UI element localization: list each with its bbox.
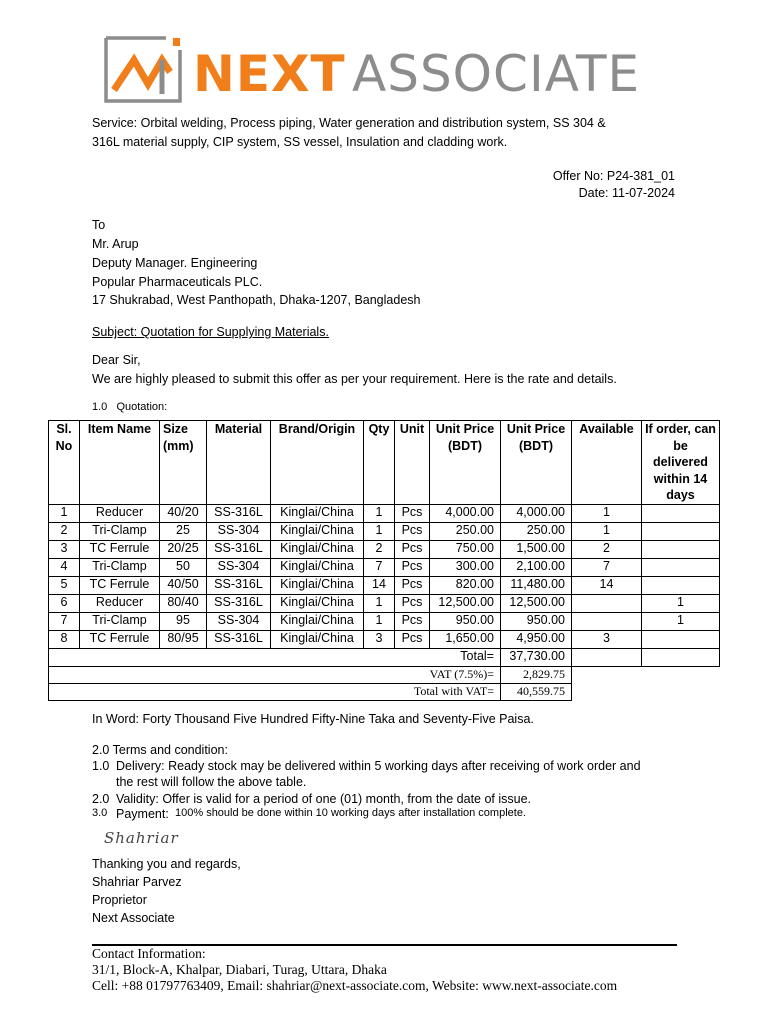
cell-size: 25 — [160, 522, 207, 540]
cell-unit: Pcs — [395, 558, 430, 576]
term-2-text: Validity: Offer is valid for a period of one (01) month, from the date of issue. — [116, 792, 532, 806]
recipient-company: Popular Pharmaceuticals PLC. — [92, 275, 263, 289]
cell-available — [572, 594, 642, 612]
cell-qty: 3 — [364, 630, 395, 648]
service-line-2: 316L material supply, CIP system, SS vessel, Insulation and cladding work. — [92, 135, 508, 149]
cell-material: SS-304 — [207, 558, 271, 576]
logo-word-next: NEXT — [193, 45, 346, 103]
footer-contact: Cell: +88 01797763409, Email: shahriar@next-associate.com, Website: www.next-associate.com — [92, 978, 618, 993]
logo-mark-icon — [104, 36, 182, 103]
cell-sl: 4 — [49, 558, 80, 576]
vat-label: VAT (7.5%)= — [49, 666, 501, 684]
table-header-row — [49, 421, 720, 505]
cell-item: Reducer — [80, 594, 160, 612]
total-value: 37,730.00 — [501, 648, 572, 666]
total-empty-1 — [572, 648, 642, 666]
handwritten-signature: Shahriar — [104, 829, 179, 847]
term-3-text: 100% should be done within 10 working days after installation complete. — [175, 807, 526, 819]
cell-unit: Pcs — [395, 612, 430, 630]
cell-unit: Pcs — [395, 576, 430, 594]
cell-amount: 4,950.00 — [501, 630, 572, 648]
header-material: Material — [207, 421, 271, 505]
closing-regards: Thanking you and regards, — [92, 857, 241, 871]
cell-unit: Pcs — [395, 594, 430, 612]
cell-material: SS-316L — [207, 540, 271, 558]
cell-material: SS-304 — [207, 522, 271, 540]
recipient-name: Mr. Arup — [92, 237, 139, 251]
cell-order — [642, 576, 720, 594]
cell-sl: 5 — [49, 576, 80, 594]
cell-qty: 2 — [364, 540, 395, 558]
cell-item: TC Ferrule — [80, 630, 160, 648]
cell-amount: 4,000.00 — [501, 504, 572, 522]
grand-empty — [572, 684, 720, 701]
signatory-role: Proprietor — [92, 893, 147, 907]
cell-size: 80/95 — [160, 630, 207, 648]
cell-order: 1 — [642, 594, 720, 612]
cell-amount: 2,100.00 — [501, 558, 572, 576]
cell-amount: 250.00 — [501, 522, 572, 540]
cell-unit: Pcs — [395, 504, 430, 522]
recipient-title: Deputy Manager. Engineering — [92, 256, 258, 270]
cell-unit: Pcs — [395, 540, 430, 558]
total-row — [49, 648, 720, 666]
cell-unit-price: 1,650.00 — [430, 630, 501, 648]
cell-brand: Kinglai/China — [271, 522, 364, 540]
cell-sl: 1 — [49, 504, 80, 522]
total-label: Total= — [49, 648, 501, 666]
section-quotation-heading: 1.0 Quotation: — [92, 401, 168, 413]
vat-row — [49, 666, 720, 684]
header-available: Available — [572, 421, 642, 505]
cell-order — [642, 630, 720, 648]
total-empty-2 — [642, 648, 720, 666]
cell-amount: 1,500.00 — [501, 540, 572, 558]
term-1-line-1: Delivery: Ready stock may be delivered within 5 working days after receiving of work order and — [116, 759, 641, 773]
term-3-number: 3.0 — [92, 807, 108, 819]
cell-sl: 7 — [49, 612, 80, 630]
offer-date: Date: 11-07-2024 — [578, 186, 675, 200]
footer-title: Contact Information: — [92, 946, 206, 961]
cell-size: 40/50 — [160, 576, 207, 594]
cell-item: Tri-Clamp — [80, 612, 160, 630]
cell-order — [642, 540, 720, 558]
cell-material: SS-316L — [207, 576, 271, 594]
cell-item: Tri-Clamp — [80, 558, 160, 576]
cell-amount: 950.00 — [501, 612, 572, 630]
header-unit: Unit — [395, 421, 430, 505]
cell-item: TC Ferrule — [80, 540, 160, 558]
cell-available: 14 — [572, 576, 642, 594]
logo-word-associate: ASSOCIATE — [352, 45, 641, 103]
table-row — [49, 558, 720, 576]
quotation-table — [48, 420, 720, 701]
signatory-company: Next Associate — [92, 911, 175, 925]
table-row — [49, 594, 720, 612]
cell-qty: 7 — [364, 558, 395, 576]
cell-item: Tri-Clamp — [80, 522, 160, 540]
cell-brand: Kinglai/China — [271, 612, 364, 630]
cell-available: 1 — [572, 522, 642, 540]
cell-item: Reducer — [80, 504, 160, 522]
cell-available: 7 — [572, 558, 642, 576]
cell-qty: 1 — [364, 594, 395, 612]
table-row — [49, 504, 720, 522]
cell-brand: Kinglai/China — [271, 576, 364, 594]
salutation: Dear Sir, — [92, 353, 141, 367]
cell-available: 3 — [572, 630, 642, 648]
header-sl-no: Sl. No — [49, 421, 80, 505]
cell-size: 40/20 — [160, 504, 207, 522]
recipient-address: 17 Shukrabad, West Panthopath, Dhaka-1207, Bangladesh — [92, 293, 421, 307]
grand-total-value: 40,559.75 — [501, 684, 572, 701]
header-deliver-14-days: If order, can be delivered within 14 days — [642, 421, 720, 505]
cell-unit-price: 250.00 — [430, 522, 501, 540]
table-row — [49, 540, 720, 558]
header-qty: Qty — [364, 421, 395, 505]
signatory-name: Shahriar Parvez — [92, 875, 182, 889]
cell-unit: Pcs — [395, 630, 430, 648]
intro-text: We are highly pleased to submit this offer as per your requirement. Here is the rate and details. — [92, 372, 617, 386]
cell-available — [572, 612, 642, 630]
cell-order — [642, 522, 720, 540]
cell-unit: Pcs — [395, 522, 430, 540]
term-1-number: 1.0 — [92, 759, 110, 773]
cell-qty: 14 — [364, 576, 395, 594]
cell-sl: 2 — [49, 522, 80, 540]
cell-available: 2 — [572, 540, 642, 558]
terms-heading: 2.0 Terms and condition: — [92, 743, 228, 757]
header-item-name: Item Name — [80, 421, 160, 505]
cell-material: SS-304 — [207, 612, 271, 630]
cell-order — [642, 558, 720, 576]
cell-amount: 12,500.00 — [501, 594, 572, 612]
cell-amount: 11,480.00 — [501, 576, 572, 594]
cell-unit-price: 820.00 — [430, 576, 501, 594]
cell-brand: Kinglai/China — [271, 594, 364, 612]
cell-material: SS-316L — [207, 630, 271, 648]
vat-value: 2,829.75 — [501, 666, 572, 684]
grand-total-label: Total with VAT= — [49, 684, 501, 701]
cell-size: 50 — [160, 558, 207, 576]
term-2-number: 2.0 — [92, 792, 110, 806]
cell-brand: Kinglai/China — [271, 630, 364, 648]
term-3-label: Payment: — [116, 807, 169, 821]
vat-empty — [572, 666, 720, 684]
cell-unit-price: 12,500.00 — [430, 594, 501, 612]
amount-in-words: In Word: Forty Thousand Five Hundred Fifty-Nine Taka and Seventy-Five Paisa. — [92, 712, 534, 726]
offer-number: Offer No: P24-381_01 — [552, 169, 675, 183]
header-size: Size (mm) — [160, 421, 207, 505]
header-brand-origin: Brand/Origin — [271, 421, 364, 505]
cell-size: 95 — [160, 612, 207, 630]
cell-unit-price: 750.00 — [430, 540, 501, 558]
cell-size: 80/40 — [160, 594, 207, 612]
to-label: To — [92, 218, 106, 232]
cell-sl: 6 — [49, 594, 80, 612]
cell-item: TC Ferrule — [80, 576, 160, 594]
subject-line: Subject: Quotation for Supplying Materials. — [92, 325, 329, 339]
cell-order: 1 — [642, 612, 720, 630]
service-line-1: Service: Orbital welding, Process piping, Water generation and distribution system, SS 304 & — [92, 116, 606, 130]
cell-qty: 1 — [364, 612, 395, 630]
table-row — [49, 576, 720, 594]
table-row — [49, 522, 720, 540]
cell-brand: Kinglai/China — [271, 540, 364, 558]
cell-qty: 1 — [364, 522, 395, 540]
cell-sl: 8 — [49, 630, 80, 648]
cell-unit-price: 950.00 — [430, 612, 501, 630]
cell-available: 1 — [572, 504, 642, 522]
table-row — [49, 612, 720, 630]
cell-brand: Kinglai/China — [271, 558, 364, 576]
term-1-line-2: the rest will follow the above table. — [116, 775, 307, 789]
cell-qty: 1 — [364, 504, 395, 522]
cell-brand: Kinglai/China — [271, 504, 364, 522]
header-unit-price: Unit Price (BDT) — [430, 421, 501, 505]
cell-material: SS-316L — [207, 504, 271, 522]
cell-order — [642, 504, 720, 522]
cell-material: SS-316L — [207, 594, 271, 612]
cell-unit-price: 4,000.00 — [430, 504, 501, 522]
table-row — [49, 630, 720, 648]
cell-unit-price: 300.00 — [430, 558, 501, 576]
header-unit-price-2: Unit Price (BDT) — [501, 421, 572, 505]
cell-size: 20/25 — [160, 540, 207, 558]
grand-total-row — [49, 684, 720, 701]
cell-sl: 3 — [49, 540, 80, 558]
footer-address: 31/1, Block-A, Khalpar, Diabari, Turag, Uttara, Dhaka — [92, 962, 387, 977]
